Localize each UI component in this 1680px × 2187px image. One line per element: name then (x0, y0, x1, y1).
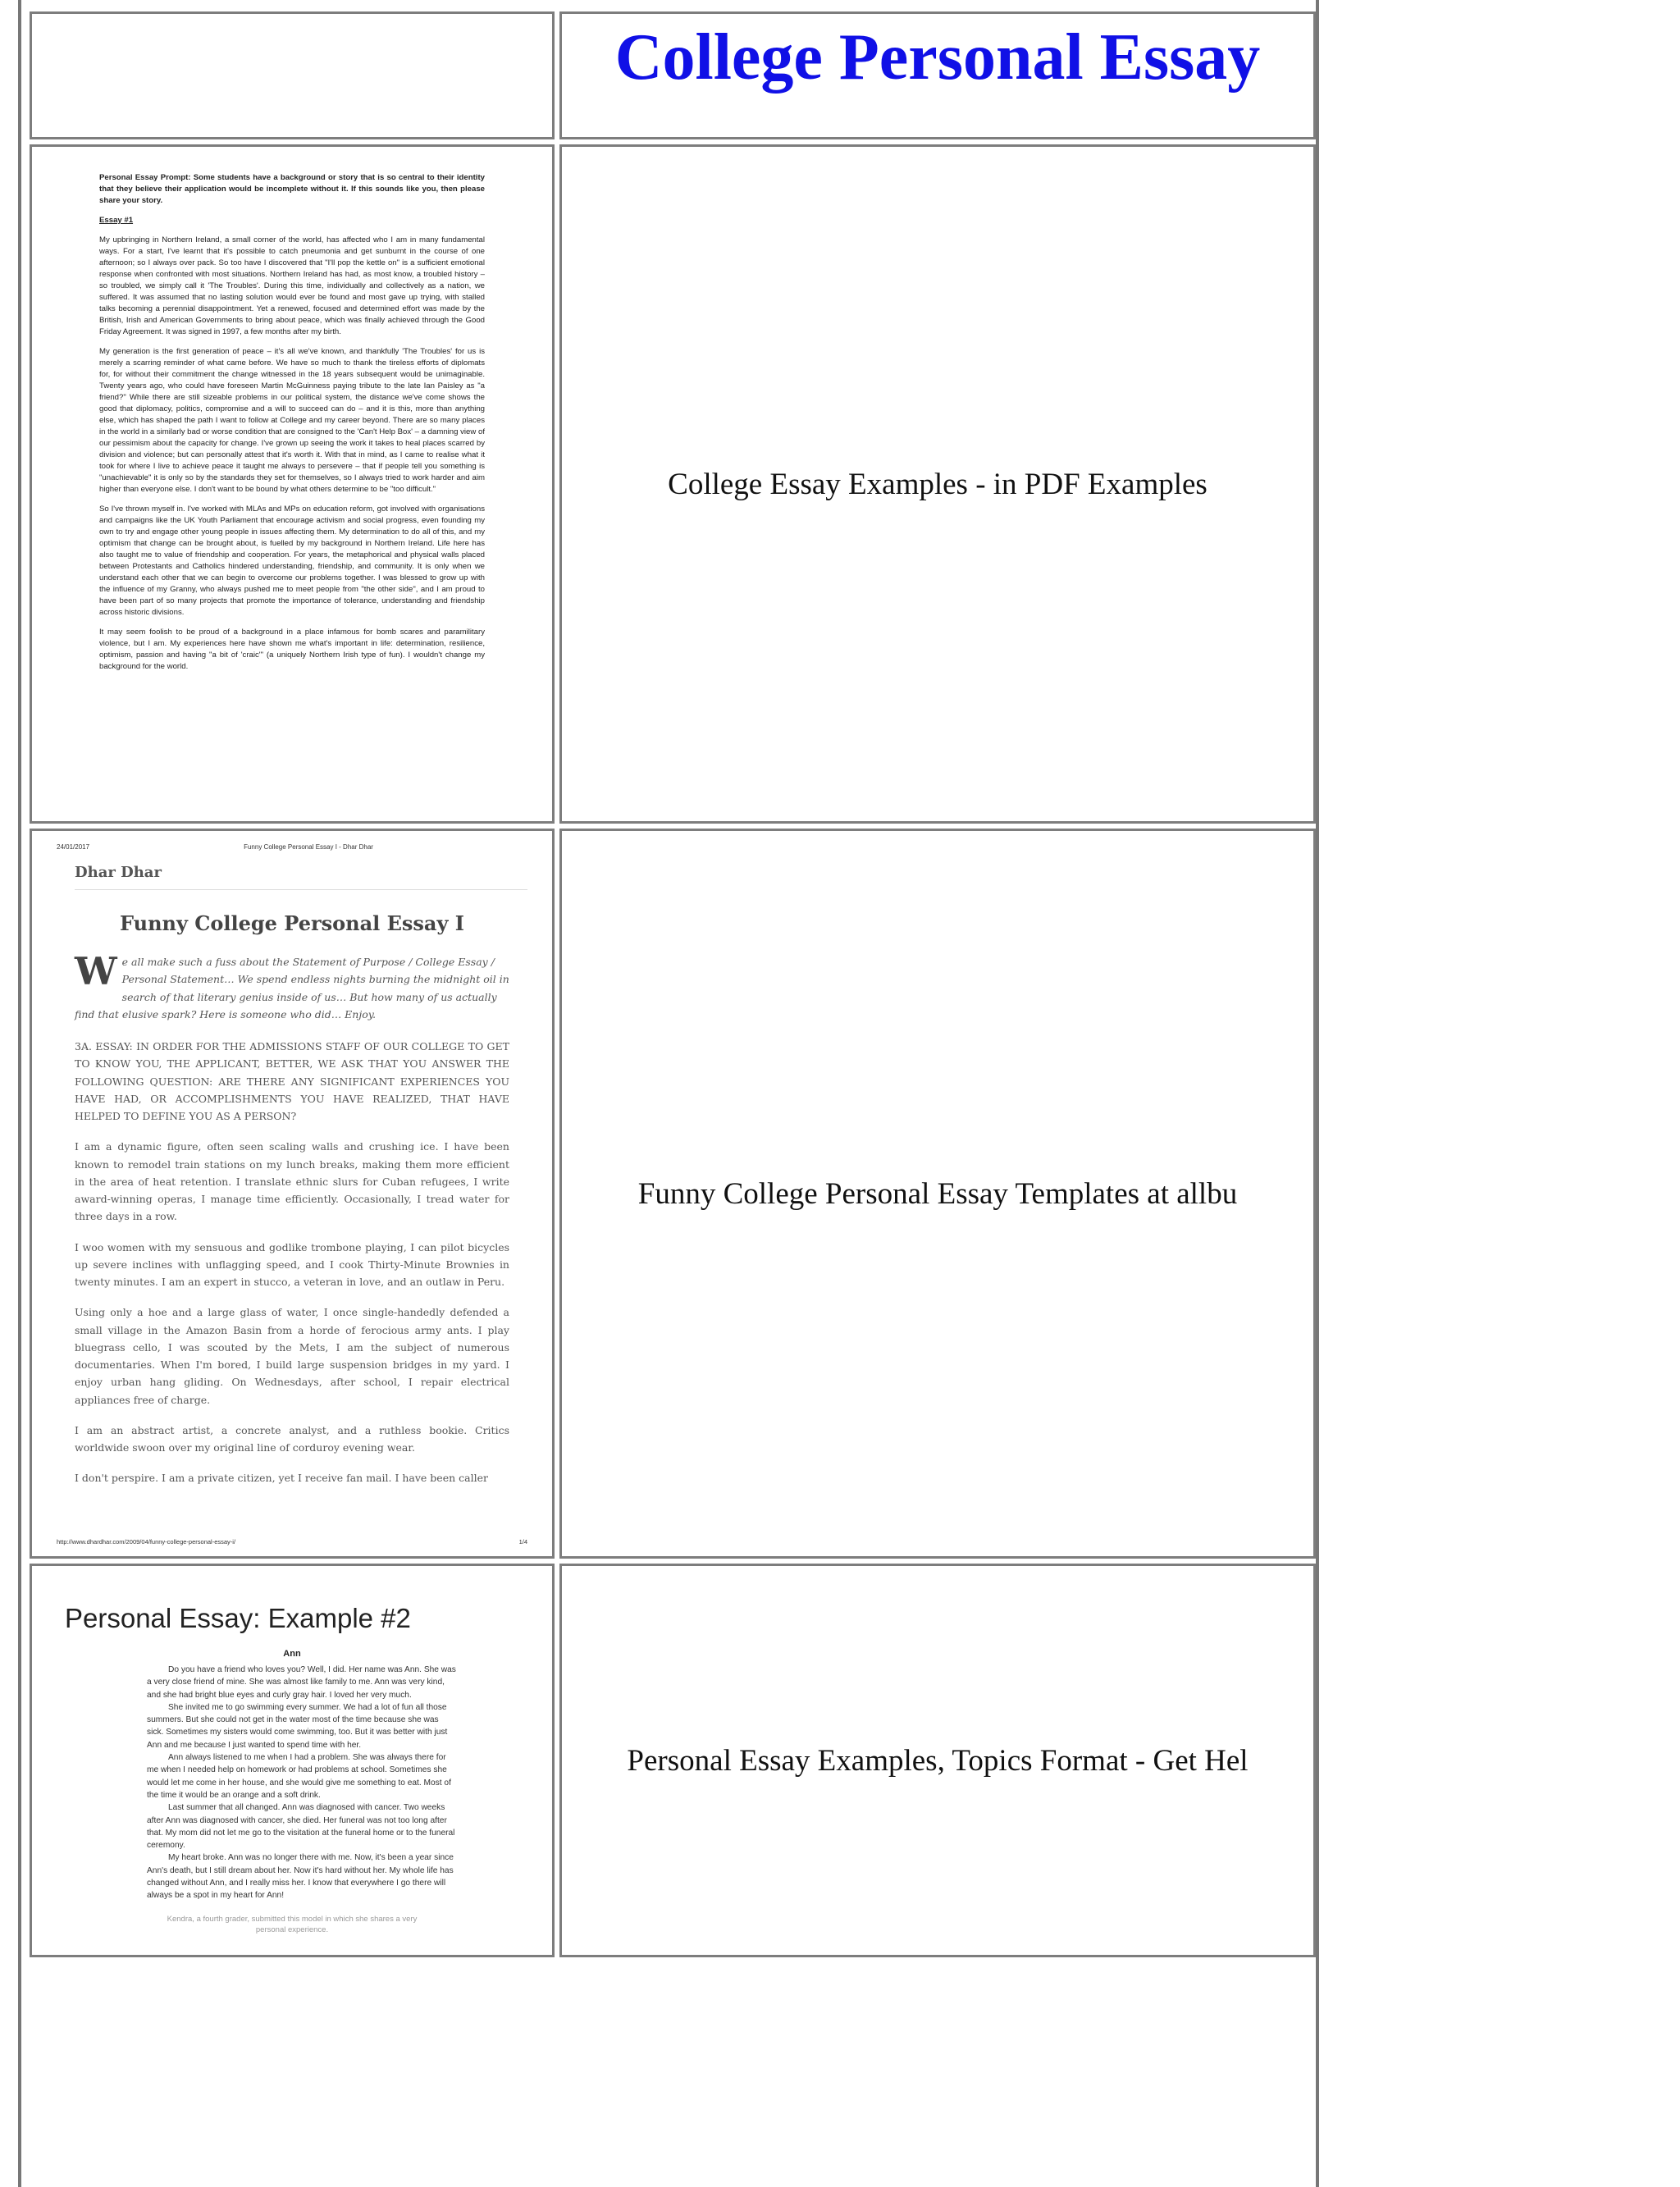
essay-body (147, 1664, 457, 1902)
table-row (30, 1564, 1316, 1957)
essay-paragraph: My upbringing in Northern Ireland, a small corner of the world, has affected who I am in many fundamental ways. For a start, I've learnt that it's possible to catch pneumonia and get sunburnt in the course of one afternoon; so I always over pack. So too have I discovered that "I'll pop the kettle on" is a sufficient emotional response when confronted with most situations. Northern Ireland has had, as most know, a troubled history – so troubled, we simply call it 'The Troubles'. During this time, individually and collectively as a nation, we suffered. It was assumed that no lasting solution would ever be found and most gave up trying, with stalled talks becoming a perennial disappointment. Yet a renewed, focused and determined effort was made by the British, Irish and American Governments to bring about peace, which was finally achieved through the Good Friday Agreement. It was signed in 1997, a few months after my birth. (99, 235, 485, 336)
essay-label: Essay #1 (99, 216, 134, 225)
essay-paragraph: So I've thrown myself in. I've worked with MLAs and MPs on education reform, got involved with organisations and campaigns like the UK Youth Parliament that encourage activism and social progress, even founding my own to try and engage other young people in issues affecting them. My determination to do all of this, and my optimism that change can be brought about, is fuelled by my background in Northern Ireland. Life here has also taught me to value of friendship and cooperation. For years, the metaphorical and physical walls placed between Protestants and Catholics hindered understanding, friendship, and community. It is only when we understand each other that we can begin to overcome our problems together. I was blessed to grow up with the influence of my Granny, who always pushed me to meet people from "the other side", and I am proud to have been part of so many projects that promote the importance of tolerance, understanding and friendship across historic divisions. (99, 505, 485, 617)
essay-paragraph: Do you have a friend who loves you? Well, I did. Her name was Ann. She was a very close friend of mine. She was almost like family to me. Ann was very kind, and she had bright blue eyes and curly gray hair. I loved her very much. (147, 1665, 456, 1700)
essay-prompt: Personal Essay Prompt: Some students have a background or story that is so central to their identity that they believe their application would be incomplete without it. If this sounds like you, then please share your story. (99, 173, 485, 205)
header-row (30, 11, 1316, 139)
image-caption[interactable]: Personal Essay Examples, Topics Format - Get Hel (627, 1743, 1249, 1778)
essay-credit: Kendra, a fourth grader, submitted this model in which she shares a very personal experience. (167, 1914, 418, 1934)
article-title: Funny College Personal Essay I (120, 911, 464, 935)
intro-text: e all make such a fuss about the Statement of Purpose / College Essay / Personal Statement… We spend endless nights burning the midnight oil in search of that literary genius inside of us… But how many of us actually find that elusive spark? Here is someone who did… Enjoy. (75, 956, 509, 1020)
dropcap-letter: W (75, 949, 117, 993)
essay-paragraph: She invited me to go swimming every summer. We had a lot of fun all those summers. But she could not get in the water most of the time because she was sick. Sometimes my sisters would come swimming, too. But it was better with just Ann and me because I just wanted to spend time with her. (147, 1702, 448, 1750)
table-row (30, 829, 1316, 1559)
thumbnail-cell (30, 1564, 555, 1957)
caption-cell (559, 1564, 1316, 1957)
table-row (30, 144, 1316, 824)
article-paragraph: 3A. ESSAY: IN ORDER FOR THE ADMISSIONS STAFF OF OUR COLLEGE TO GET TO KNOW YOU, THE APPLICANT, BETTER, WE ASK THAT YOU ANSWER THE FOLLOWING QUESTION: ARE THERE ANY SIGNIFICANT EXPERIENCES YOU HAVE HAD, OR ACCOMPLISHMENTS YOU HAVE REALIZED, THAT HAVE HELPED TO DEFINE YOU AS A PERSON? (75, 1040, 509, 1122)
caption-cell (559, 829, 1316, 1559)
essay-title-name: Ann (283, 1649, 301, 1659)
essay-paragraph: Last summer that all changed. Ann was diagnosed with cancer. Two weeks after Ann was diagnosed with cancer, she died. Her funeral was not too long after that. My mom did not let me go to the visitation at the funeral home or to the funeral ceremony. (147, 1803, 455, 1851)
essay-thumbnail-3[interactable] (32, 1567, 552, 1954)
print-url: http://www.dhardhar.com/2009/04/funny-college-personal-essay-i/ (57, 1538, 236, 1546)
image-caption[interactable]: College Essay Examples - in PDF Examples (668, 467, 1208, 501)
article-paragraph: I woo women with my sensuous and godlike trombone playing, I can pilot bicycles up severe inclines with unflagging speed, and I cook Thirty-Minute Brownies in twenty minutes. I am an expert in stucco, a veteran in love, and an outlaw in Peru. (75, 1240, 509, 1288)
article-intro (75, 949, 509, 1023)
print-header (57, 843, 527, 851)
caption-cell (559, 144, 1316, 824)
slide-heading: Personal Essay: Example #2 (65, 1603, 411, 1633)
print-page-number: 1/4 (518, 1538, 527, 1546)
thumbnail-cell (30, 144, 555, 824)
essay-gallery-table (25, 7, 1321, 1962)
site-name: Dhar Dhar (75, 864, 527, 890)
print-footer (57, 1538, 527, 1546)
print-header-title: Funny College Personal Essay I - Dhar Dhar (244, 843, 373, 851)
essay-thumbnail-2[interactable] (32, 832, 552, 1555)
article-paragraph: I am a dynamic figure, often seen scaling walls and crushing ice. I have been known to remodel train stations on my lunch breaks, making them more efficient in the area of heat retention. I translate ethnic slurs for Cuban refugees, I write award-winning operas, I manage time efficiently. Occasionally, I tread water for three days in a row. (75, 1140, 509, 1223)
article-paragraph: Using only a hoe and a large glass of water, I once single-handedly defended a small village in the Amazon Basin from a horde of ferocious army ants. I play bluegrass cello, I was scouted by the Mets, I am the subject of numerous documentaries. When I'm bored, I build large suspension bridges in my yard. I enjoy urban hang gliding. On Wednesdays, after school, I repair electrical appliances free of charge. (75, 1306, 509, 1406)
header-empty-cell (30, 11, 555, 139)
essay-paragraph: It may seem foolish to be proud of a background in a place infamous for bomb scares and paramilitary violence, but I am. My experiences here have shown me what's important in life: determination, resilience, optimism, passion and having "a bit of 'craic'" (a uniquely Northern Irish type of fun). I wouldn't change my background for the world. (99, 628, 485, 671)
image-caption[interactable]: Funny College Personal Essay Templates at allbu (637, 1176, 1238, 1211)
thumbnail-cell (30, 829, 555, 1559)
essay-paragraph: My generation is the first generation of peace – it's all we've known, and thankfully 'The Troubles' for us is merely a scarring reminder of what came before. We have so much to thank the tireless efforts of diplomats for, for without their commitment the change witnessed in the 18 years subsequent would be unimaginable. Twenty years ago, who could have foreseen Martin McGuinness paying tribute to the late Ian Paisley as "a friend?" While there are still sizeable problems in our political system, the distance we've come shows the good that diplomacy, politics, compromise and a will to succeed can do – and it is this, more than anything else, which has shaped the path I want to follow at College and my career beyond. There are so many places in the world in a similarly bad or worse condition that are consigned to the 'Can't Help Box' – a damning view of our pessimism about the capacity for change. I've grown up seeing the work it takes to heal places scarred by division and violence; but can personally attest that it's worth it. With that in mind, as I came to realise what it took for where I live to achieve peace it taught me always to persevere – that if people tell you something is "unachievable" it is only so by the standards they set for themselves, so I always tried to work harder and aim higher than everyone else. I don't want to be bound by what others determine to be "too difficult." (99, 347, 485, 494)
article-paragraph: I am an abstract artist, a concrete analyst, and a ruthless bookie. Critics worldwide swoon over my original line of corduroy evening wear. (75, 1423, 509, 1454)
essay-thumbnail-1[interactable] (32, 148, 552, 820)
print-date: 24/01/2017 (57, 843, 90, 851)
article-paragraph: I don't perspire. I am a private citizen, yet I receive fan mail. I have been caller (75, 1472, 488, 1485)
essay-paragraph: My heart broke. Ann was no longer there with me. Now, it's been a year since Ann's death, but I still dream about her. Now it's hard without her. My whole life has changed without Ann, and I really miss her. I know that everywhere I go there will always be a spot in my heart for Ann! (147, 1853, 454, 1901)
page-title: College Personal Essay (614, 21, 1261, 94)
essay-paragraph: Ann always listened to me when I had a problem. She was always there for me when I needed help on homework or had problems at school. Sometimes she would let me come in her house, and she would give me something to eat. Most of the time it would be an orange and a soft drink. (147, 1753, 451, 1800)
header-title-cell (559, 11, 1316, 139)
